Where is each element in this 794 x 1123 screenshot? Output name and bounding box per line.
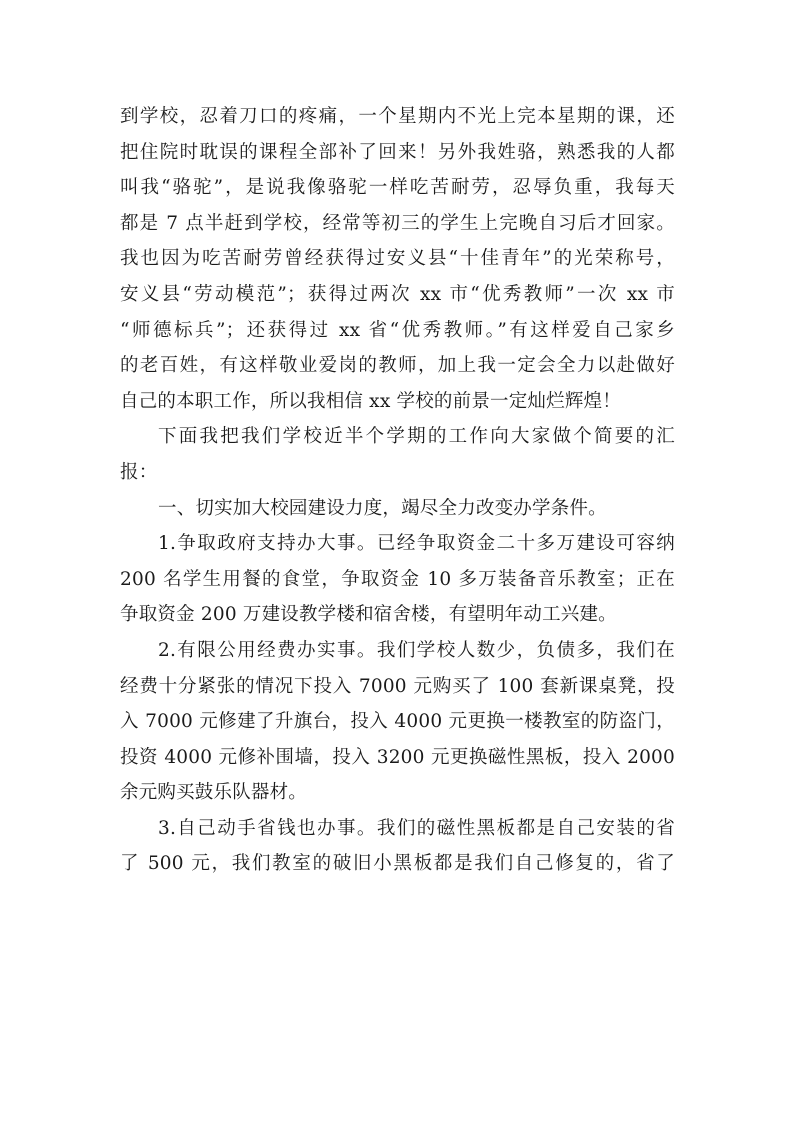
text-line: 200 名学生用餐的食堂，争取资金 10 多万装备音乐教室；正在 — [120, 568, 675, 590]
text-line: 1.争取政府支持办大事。已经争取资金二十多万建设可容纳 — [158, 533, 675, 555]
body-text — [120, 99, 675, 882]
text-line: 我也因为吃苦耐劳曾经获得过安义县“十佳青年”的光荣称号， — [120, 248, 675, 270]
text-line: 2.有限公用经费办实事。我们学校人数少，负债多，我们在 — [158, 639, 675, 661]
text-line: 把住院时耽误的课程全部补了回来！另外我姓骆，熟悉我的人都 — [120, 141, 675, 163]
text-line: 争取资金 200 万建设教学楼和宿舍楼，有望明年动工兴建。 — [120, 604, 617, 626]
text-line: 了 500 元，我们教室的破旧小黑板都是我们自己修复的，省了 — [120, 853, 675, 875]
text-line: 下面我把我们学校近半个学期的工作向大家做个简要的汇 — [158, 426, 675, 448]
text-line: “师德标兵”；还获得过 xx 省“优秀教师。”有这样爱自己家乡 — [120, 319, 675, 341]
text-line: 自己的本职工作，所以我相信 xx 学校的前景一定灿烂辉煌！ — [120, 390, 621, 412]
text-line: 3.自己动手省钱也办事。我们的磁性黑板都是自己安装的省 — [158, 817, 675, 839]
section-heading: 一、切实加大校园建设力度，竭尽全力改变办学条件。 — [158, 497, 607, 519]
text-line: 投资 4000 元修补围墙，投入 3200 元更换磁性黑板，投入 2000 — [120, 746, 675, 768]
text-line: 余元购买鼓乐队器材。 — [120, 782, 308, 804]
text-line: 报： — [120, 461, 158, 483]
text-line: 的老百姓，有这样敬业爱岗的教师，加上我一定会全力以赴做好 — [120, 355, 675, 377]
text-line: 经费十分紧张的情况下投入 7000 元购买了 100 套新课桌凳，投 — [120, 675, 675, 697]
text-line: 安义县“劳动模范”；获得过两次 xx 市“优秀教师”一次 xx 市 — [120, 283, 675, 305]
text-line: 入 7000 元修建了升旗台，投入 4000 元更换一楼教室的防盗门， — [120, 711, 675, 733]
text-line: 都是 7 点半赶到学校，经常等初三的学生上完晚自习后才回家。 — [120, 212, 675, 234]
text-line: 叫我“骆驼”，是说我像骆驼一样吃苦耐劳，忍辱负重，我每天 — [120, 177, 675, 199]
text-line: 到学校，忍着刀口的疼痛，一个星期内不光上完本星期的课，还 — [120, 106, 675, 127]
